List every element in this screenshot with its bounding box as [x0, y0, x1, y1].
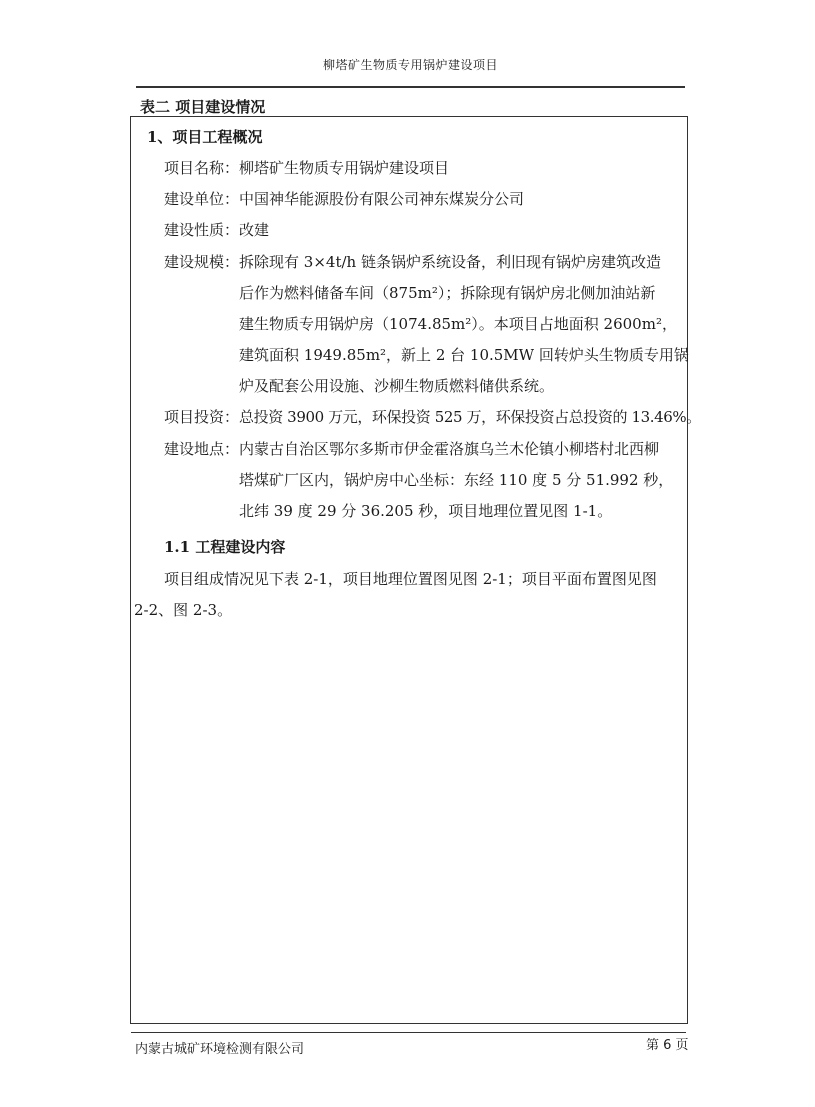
paragraph-line: 2-2、图 2-3。: [134, 601, 233, 619]
field-construction-unit: [164, 184, 684, 215]
section-heading: 1、项目工程概况: [147, 128, 263, 146]
field-project-investment: [164, 402, 701, 433]
field-construction-scale: [164, 247, 689, 402]
field-label: 建设单位：: [164, 190, 240, 208]
paragraph-line: 项目组成情况见下表 2-1，项目地理位置图见图 2-1；项目平面布置图见图: [164, 570, 657, 588]
field-value: 中国神华能源股份有限公司神东煤炭分公司: [239, 190, 525, 208]
field-construction-location: [164, 434, 684, 527]
field-value: 总投资 3900 万元，环保投资 525 万，环保投资占总投资的 13.46%。: [239, 408, 701, 426]
field-value-line: 建生物质专用锅炉房（1074.85m²）。本项目占地面积 2600m²，: [239, 315, 677, 333]
page-number: 第 6 页: [646, 1038, 689, 1053]
field-value: 改建: [239, 221, 270, 239]
footer-company: 内蒙古城矿环境检测有限公司: [135, 1042, 305, 1057]
subsection-heading: 1.1 工程建设内容: [164, 538, 286, 556]
field-value-line: 建筑面积 1949.85m²，新上 2 台 10.5MW 回转炉头生物质专用锅: [239, 346, 689, 364]
field-value-line: 北纬 39 度 29 分 36.205 秒，项目地理位置见图 1-1。: [239, 502, 613, 520]
field-label: 建设性质：: [164, 221, 240, 239]
table-title: 表二 项目建设情况: [140, 98, 266, 116]
header-divider: [136, 86, 685, 88]
field-value-line: 塔煤矿厂区内，锅炉房中心坐标：东经 110 度 5 分 51.992 秒，: [239, 471, 674, 489]
field-label: 建设规模：: [164, 253, 240, 271]
footer-divider: [131, 1032, 686, 1033]
page-header-title: 柳塔矿生物质专用锅炉建设项目: [322, 58, 498, 72]
field-label: 建设地点：: [164, 440, 240, 458]
field-value-line: 炉及配套公用设施、沙柳生物质燃料储供系统。: [239, 377, 555, 395]
field-value-line: 拆除现有 3×4t/h 链条锅炉系统设备，利旧现有锅炉房建筑改造: [239, 253, 661, 271]
field-value: 柳塔矿生物质专用锅炉建设项目: [239, 159, 450, 177]
field-project-name: [164, 153, 684, 184]
field-value-line: 后作为燃料储备车间（875m²）；拆除现有锅炉房北侧加油站新: [239, 284, 656, 302]
field-label: 项目名称：: [164, 159, 240, 177]
field-construction-nature: [164, 215, 684, 246]
field-label: 项目投资：: [164, 408, 240, 426]
field-value-line: 内蒙古自治区鄂尔多斯市伊金霍洛旗乌兰木伦镇小柳塔村北西柳: [239, 440, 660, 458]
